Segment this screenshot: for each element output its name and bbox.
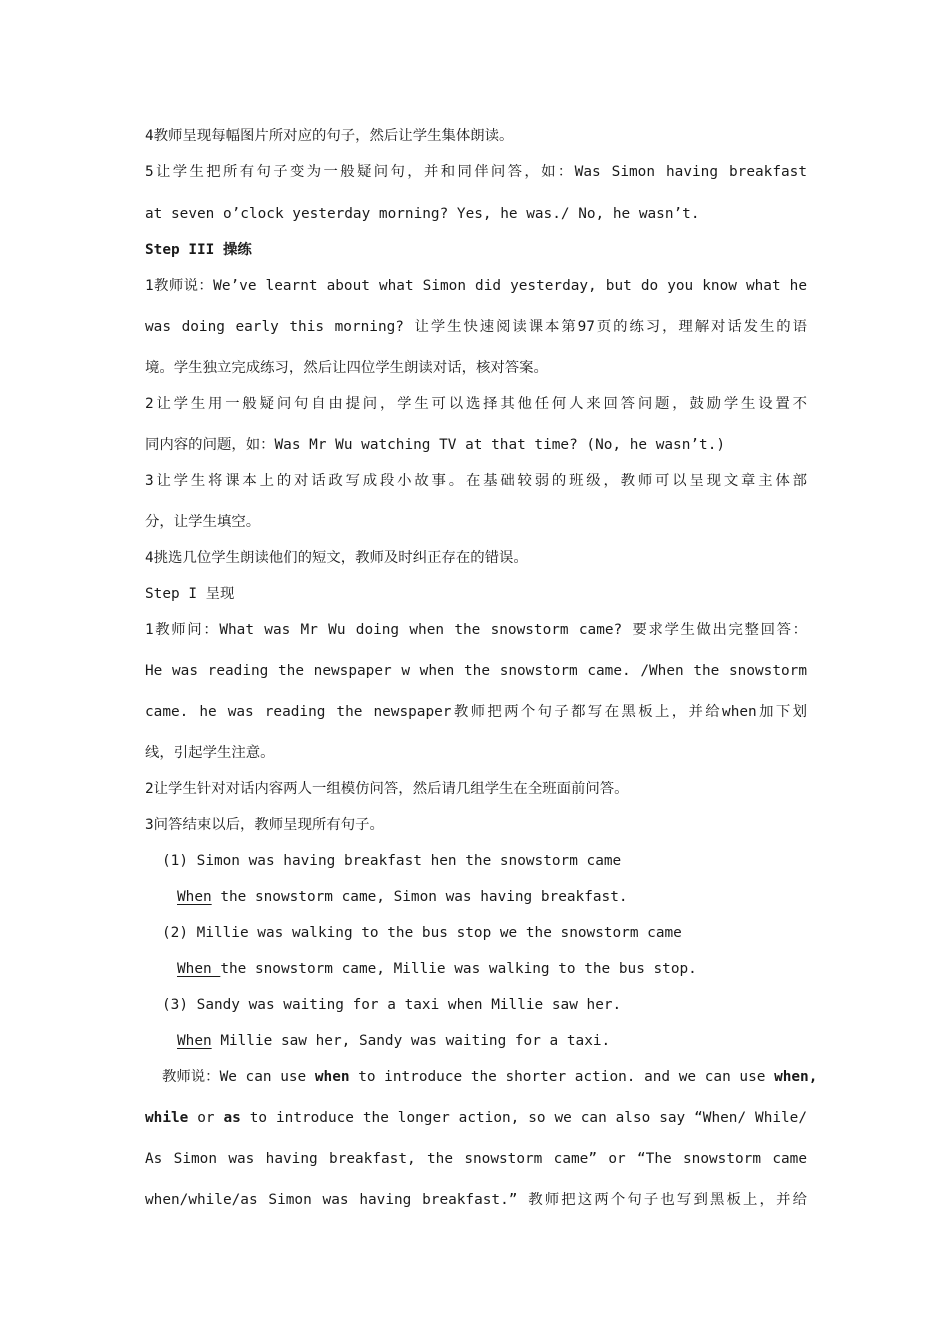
instruction-line: 分，让学生填空。 xyxy=(145,514,261,530)
step-i-heading: Step I 呈现 xyxy=(145,586,235,602)
example-sentence: (2) Millie was walking to the bus stop we the snowstorm came xyxy=(162,925,682,941)
instruction-line: 境。学生独立完成练习，然后让四位学生朗读对话，核对答案。 xyxy=(145,360,548,376)
explanation-line: when/while/as Simon was having breakfast.” 教师把这两个句子也写到黑板上，并给 xyxy=(145,1192,807,1208)
when-underlined: When xyxy=(177,961,221,977)
instruction-line: 同内容的问题，如：Was Mr Wu watching TV at that time? (No, he wasn’t.) xyxy=(145,437,726,453)
example-sentence: (3) Sandy was waiting for a taxi when Millie saw her. xyxy=(162,997,622,1013)
when-underlined: When xyxy=(177,889,212,905)
sentence-rest: Millie saw her, Sandy was waiting for a taxi. xyxy=(211,1033,611,1049)
instruction-line: was doing early this morning? 让学生快速阅读课本第97页的练习，理解对话发生的语 xyxy=(145,319,807,335)
keyword-while: while xyxy=(145,1110,189,1126)
explanation-text: to introduce the longer action, so we can also say “When/ While/ xyxy=(240,1110,808,1126)
instruction-line: 线，引起学生注意。 xyxy=(145,745,275,761)
example-sentence: (1) Simon was having breakfast hen the snowstorm came xyxy=(162,853,622,869)
explanation-line: As Simon was having breakfast, the snowstorm came” or “The snowstorm came xyxy=(145,1151,807,1167)
explanation-text: or xyxy=(188,1110,224,1126)
instruction-line: 1教师问：What was Mr Wu doing when the snowstorm came? 要求学生做出完整回答： xyxy=(145,622,807,638)
sentence-rest: the snowstorm came, Millie was walking to the bus stop. xyxy=(220,961,697,977)
instruction-line: 3让学生将课本上的对话政写成段小故事。在基础较弱的班级，教师可以呈现文章主体部 xyxy=(145,473,807,489)
example-sentence-rewrite xyxy=(177,1031,807,1051)
explanation-line xyxy=(162,1067,818,1087)
instruction-line: He was reading the newspaper w when the snowstorm came. /When the snowstorm xyxy=(145,663,807,679)
when-underlined: When xyxy=(177,1033,212,1049)
explanation-text: to introduce the shorter action. and we can use xyxy=(349,1069,775,1085)
example-sentence-rewrite xyxy=(177,887,807,907)
instruction-line: 3问答结束以后，教师呈现所有句子。 xyxy=(145,817,384,833)
explanation-line xyxy=(145,1108,807,1128)
example-sentence-rewrite xyxy=(177,959,807,979)
instruction-line: 2让学生针对对话内容两人一组模仿问答，然后请几组学生在全班面前问答。 xyxy=(145,781,629,797)
instruction-line: 4挑选几位学生朗读他们的短文，教师及时纠正存在的错误。 xyxy=(145,550,528,566)
instruction-line: 4教师呈现每幅图片所对应的句子，然后让学生集体朗读。 xyxy=(145,128,514,144)
keyword-as: as xyxy=(223,1110,241,1126)
instruction-line: at seven o’clock yesterday morning? Yes, he was./ No, he wasn’t. xyxy=(145,206,700,222)
explanation-text: 教师说：We can use xyxy=(162,1069,315,1085)
keyword-when: when xyxy=(314,1069,350,1085)
keyword-when: when, xyxy=(774,1069,818,1085)
sentence-rest: the snowstorm came, Simon was having breakfast. xyxy=(211,889,628,905)
instruction-line: 1教师说：We’ve learnt about what Simon did yesterday, but do you know what he xyxy=(145,278,807,294)
instruction-line: 5让学生把所有句子变为一般疑问句，并和同伴问答，如：Was Simon having breakfast xyxy=(145,164,807,180)
step-iii-heading: Step III 操练 xyxy=(145,242,252,258)
instruction-line: 2让学生用一般疑问句自由提问，学生可以选择其他任何人来回答问题，鼓励学生设置不 xyxy=(145,396,807,412)
instruction-line: came. he was reading the newspaper教师把两个句子都写在黑板上，并给when加下划 xyxy=(145,704,807,720)
